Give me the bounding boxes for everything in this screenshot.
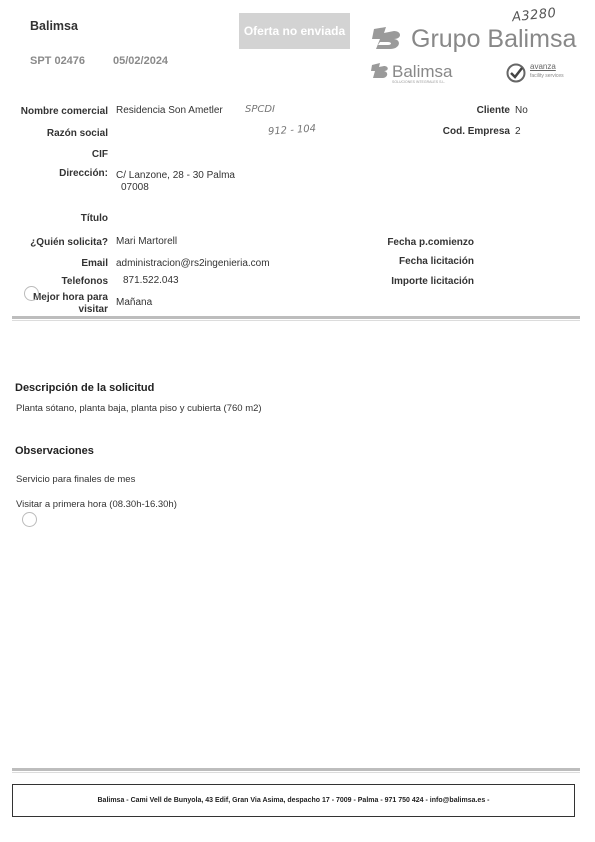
label-mejor-hora-line1: Mejor hora para <box>32 292 108 303</box>
label-cliente: Cliente <box>476 105 510 116</box>
section-divider-shadow <box>12 320 580 321</box>
label-nombre-comercial: Nombre comercial <box>20 106 108 117</box>
label-importe-licitacion: Importe licitación <box>391 276 474 287</box>
footer-address <box>12 784 575 817</box>
value-nombre-comercial: Residencia Son Ametler <box>116 105 223 116</box>
value-telefonos: 871.522.043 <box>123 275 179 286</box>
label-telefonos: Telefonos <box>61 276 108 287</box>
company-name: Balimsa <box>30 19 78 33</box>
label-mejor-hora <box>0 292 108 316</box>
footer-text: Balimsa - Cami Vell de Bunyola, 43 Edif, Gran Via Asima, despacho 17 - 7009 - Palma - 971 750 424 - info@balimsa.es - <box>97 797 490 804</box>
grupo-balimsa-logo-icon <box>370 25 404 51</box>
section-divider <box>12 316 580 319</box>
value-mejor-hora: Mañana <box>116 297 153 308</box>
label-cod-empresa: Cod. Empresa <box>442 126 510 137</box>
label-cif: CIF <box>91 149 108 160</box>
request-code: SPT 02476 <box>30 55 86 67</box>
partner-name: avanza <box>530 62 556 71</box>
handwritten-code: A3280 <box>511 5 558 26</box>
label-fecha-comienzo: Fecha p.comienzo <box>387 237 474 248</box>
label-email: Email <box>81 258 108 269</box>
group-brand-name: Grupo Balimsa <box>411 25 577 53</box>
label-razon-social: Razón social <box>46 128 108 139</box>
footer-divider-shadow <box>12 772 580 773</box>
value-direccion-line2: 07008 <box>121 182 149 193</box>
request-date: 05/02/2024 <box>113 55 169 67</box>
descripcion-text: Planta sótano, planta baja, planta piso y cubierta (760 m2) <box>16 403 262 414</box>
punch-hole-bottom <box>22 512 37 527</box>
sub-brand-tagline: SOLUCIONES INTEGRALES S.L. <box>392 80 446 84</box>
observaciones-line2: Visitar a primera hora (08.30h-16.30h) <box>16 499 177 510</box>
punch-hole-top <box>24 286 39 301</box>
value-cliente: No <box>515 105 528 116</box>
value-email: administracion@rs2ingenieria.com <box>116 258 270 269</box>
label-quien-solicita: ¿Quién solicita? <box>30 237 108 248</box>
value-quien-solicita: Mari Martorell <box>116 236 178 247</box>
observaciones-line1: Servicio para finales de mes <box>16 474 136 485</box>
avanza-check-icon <box>506 63 526 83</box>
label-mejor-hora-line2: visitar <box>78 304 108 315</box>
value-cod-empresa: 2 <box>515 126 521 137</box>
handwritten-note-2: 912 - 104 <box>267 123 317 138</box>
label-fecha-licitacion: Fecha licitación <box>398 256 474 267</box>
observaciones-title: Observaciones <box>15 445 94 457</box>
descripcion-title: Descripción de la solicitud <box>15 382 155 394</box>
label-direccion: Dirección: <box>59 168 108 179</box>
status-badge: Oferta no enviada <box>239 13 350 49</box>
partner-tagline: facility services <box>530 73 564 79</box>
footer-divider <box>12 768 580 771</box>
label-titulo: Título <box>80 213 108 224</box>
handwritten-note-1: SPCDI <box>245 104 276 115</box>
balimsa-logo-icon <box>370 62 390 80</box>
value-direccion-line1: C/ Lanzone, 28 - 30 Palma <box>116 170 235 181</box>
sub-brand-name: Balimsa <box>392 62 453 81</box>
